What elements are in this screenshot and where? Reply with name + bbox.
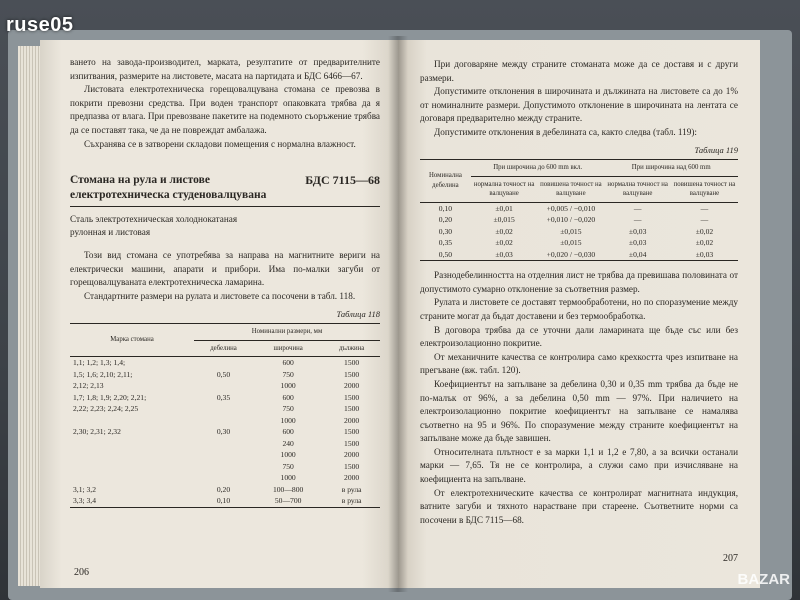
table-cell-c1: ±0,02	[495, 238, 513, 248]
table-cell-thickness: 0,30	[216, 427, 231, 437]
table-row	[70, 472, 380, 484]
table-cell-width: 600	[282, 392, 294, 402]
table-header-thickness: Номинална дебелина	[420, 160, 471, 203]
table-cell-mark: 1,1; 1,2; 1,3; 1,4;	[73, 358, 126, 368]
table-cell-mark: 2,12; 2,13	[73, 381, 104, 391]
book-gutter	[388, 36, 408, 592]
section-title-text: Стомана на рула и листове електротехническа студеновалцувана	[70, 174, 267, 202]
table-cell-c3: ±0,03	[628, 226, 647, 236]
right-body-paragraph: От електротехническите качества се контролират магнитната индукция, ватните загуби и тяхното нарастване при стареене. Съответните норми са посочени в БДС 7115—68.	[420, 487, 738, 525]
table-row	[70, 369, 380, 381]
table-row	[70, 426, 380, 438]
table-row	[420, 237, 738, 249]
table-cell-mark: 1,5; 1,6; 2,10; 2,11;	[73, 369, 133, 379]
table-cell-c1: ±0,01	[495, 203, 513, 213]
table-row	[70, 484, 380, 496]
right-page	[398, 40, 760, 588]
table-cell-length: 1500	[344, 369, 360, 379]
table-cell-c4: ±0,02	[695, 226, 714, 236]
table-cell-length: 1500	[344, 427, 360, 437]
table-cell-width: 240	[282, 438, 294, 448]
table-118	[70, 323, 380, 507]
right-body-paragraph: В договора трябва да се уточни дали ламарината ще бъде със или без електроизолационно покритие.	[420, 324, 738, 349]
table-cell-mark	[70, 449, 194, 461]
table-cell-width: 100—800	[272, 484, 304, 494]
table-cell-length: 1500	[344, 358, 360, 368]
table-cell-c1: ±0,015	[493, 215, 515, 225]
left-page-content	[70, 56, 380, 508]
table-header-width: широчина	[253, 340, 323, 357]
table-cell-thickness: 0,50	[438, 249, 453, 259]
section-subtitle-line: рулонная и листовая	[70, 227, 151, 238]
right-page-content	[420, 58, 738, 527]
table-row	[70, 461, 380, 473]
table-cell-c2: +0,005 / −0,010	[546, 203, 596, 213]
corner-logo: BAZAR	[737, 571, 790, 588]
table-cell-width: 600	[282, 358, 294, 368]
table-row	[70, 495, 380, 507]
table-cell-mark	[70, 472, 194, 484]
right-body-paragraph: Коефициентът на запълване за дебелина 0,30 и 0,35 mm трябва да бъде не по-малък от 96%, а за дебелина 0,50 mm — 97%. При наличието на електроизолационно покритие коефициентът на запълване се намалява съответно на 95 и 96%. По споразумение между страните коефициентът на запълване може да бъде завишен.	[420, 378, 738, 444]
page-number-right: 207	[723, 553, 738, 564]
table-cell-length: 1500	[344, 392, 360, 402]
table-cell-thickness	[194, 461, 253, 473]
right-body	[420, 269, 738, 527]
right-body-paragraph: От механичните качества се контролира само крехкостта чрез изпитване на прегъване (вж. табл. 120).	[420, 351, 738, 376]
table-cell-thickness: 0,20	[438, 215, 453, 225]
table-row	[70, 415, 380, 427]
page-edges	[18, 46, 42, 586]
table-caption: Таблица 118	[336, 308, 380, 319]
table-cell-width: 1000	[280, 473, 296, 483]
table-119	[420, 159, 738, 260]
table-cell-length: в рула	[341, 484, 362, 494]
table-cell-width: 750	[282, 404, 294, 414]
table-row	[70, 357, 380, 369]
right-body-paragraph: Разнодебелинността на отделния лист не трябва да превишава половината от допустимото сумарно отклонение за съответния размер.	[420, 270, 738, 294]
table-cell-thickness	[194, 415, 253, 427]
table-cell-c2: +0,020 / −0,030	[546, 249, 596, 259]
table-cell-c4: —	[700, 203, 709, 213]
table-cell-mark	[70, 461, 194, 473]
table-cell-thickness: 0,30	[438, 226, 453, 236]
table-cell-thickness	[194, 357, 253, 369]
table-header-thickness: дебелина	[194, 340, 253, 357]
table-cell-c3: —	[633, 215, 642, 225]
right-body-paragraph: Относителната плътност е за марки 1,1 и 1,2 е 7,80, а за всички останали марки — 7,65. Тя не се контролира, а служи само при изчисляване на коефициента на запълване.	[420, 446, 738, 485]
table-cell-thickness	[194, 449, 253, 461]
table-cell-length: 1500	[344, 461, 360, 471]
table-cell-length: 2000	[344, 381, 360, 391]
table-cell-width: 1000	[280, 450, 296, 460]
table-cell-length: 2000	[344, 450, 360, 460]
table-row	[420, 202, 738, 214]
table-cell-thickness: 0,20	[216, 484, 231, 494]
table-cell-width: 750	[282, 461, 294, 471]
table-bottom-rule	[70, 507, 380, 508]
table-row	[420, 214, 738, 226]
left-intro-paragraph: Листовата електротехническа горещовалцувана стомана се превозва в покрити превозни средства. При воден транспорт опаковката трябва да я предпазва от влага. При превозване пакетите на подемното съоръжение трябва да се поставят така, че да не повреждат амбалажа.	[70, 84, 380, 135]
left-body-paragraph: Този вид стомана се употребява за направа на магнитните вериги на електрически машини, апарати и прибори. Има по-малки загуби от горещовалцуваната електротехническа ламарина.	[70, 250, 380, 288]
left-intro-paragraph: ването на завода-производител, марката, резултатите от предварителните изпитвания, размерите на листовете, масата на партидата и БДС 6466—67.	[70, 57, 380, 81]
table-row	[420, 226, 738, 238]
table-header-mark: Марка стомана	[70, 324, 194, 357]
watermark: ruse05	[6, 14, 74, 36]
right-intro-paragraph: Допустимите отклонения в широчината и дължината на листовете са до 1% от номиналните размери. Допустимото отклонение в широчината на лентата се договаря предварително между страните.	[420, 86, 738, 124]
table-cell-c3: —	[633, 203, 642, 213]
table-cell-width: 750	[282, 369, 294, 379]
table-cell-c1: ±0,02	[495, 226, 513, 236]
table-cell-thickness: 0,35	[438, 238, 453, 248]
table-header-group: Номинални размери, мм	[194, 324, 380, 341]
table-row	[70, 380, 380, 392]
table-cell-thickness	[194, 472, 253, 484]
table-cell-c3: ±0,03	[628, 238, 647, 248]
table-cell-mark	[70, 415, 194, 427]
table-subheader: нормална точност на валцуване	[471, 176, 537, 202]
table-row	[70, 449, 380, 461]
table-row	[70, 438, 380, 450]
table-cell-mark: 1,7; 1,8; 1,9; 2,20; 2,21;	[73, 392, 147, 402]
table-subheader: нормална точност на валцуване	[604, 176, 670, 202]
table-cell-width: 1000	[280, 381, 296, 391]
table-cell-mark: 2,22; 2,23; 2,24; 2,25	[73, 404, 139, 414]
table-cell-thickness	[194, 380, 253, 392]
right-intro-paragraph: Допустимите отклонения в дебелината са, както следва (табл. 119):	[434, 126, 697, 137]
section-standard: БДС 7115—68	[305, 173, 380, 188]
table-header-group-2: При широчина над 600 mm	[604, 160, 738, 177]
table-cell-c2: ±0,015	[560, 226, 582, 236]
page-number-left: 206	[74, 567, 89, 578]
table-cell-width: 600	[282, 427, 294, 437]
table-subheader: повишена точност на валцуване	[537, 176, 604, 202]
table-cell-width: 50—700	[274, 496, 302, 506]
right-intro-paragraph: При договаряне между страните стоманата може да се доставя и с други размери.	[420, 59, 738, 83]
section-rule	[70, 206, 380, 207]
table-cell-thickness	[194, 403, 253, 415]
table-row	[70, 392, 380, 404]
left-intro-paragraph: Съхранява се в затворени складови помещения с нормална влажност.	[84, 138, 356, 149]
table-cell-width: 1000	[280, 415, 296, 425]
table-cell-length: 2000	[344, 473, 360, 483]
table-cell-c2: +0,010 / −0,020	[546, 215, 596, 225]
table-cell-c3: ±0,04	[628, 249, 647, 259]
table-cell-c4: —	[700, 215, 709, 225]
table-cell-length: 2000	[344, 415, 360, 425]
section-subtitle-line: Сталь электротехническая холоднокатаная	[70, 214, 238, 225]
table-cell-length: 1500	[344, 438, 360, 448]
table-caption: Таблица 119	[694, 144, 738, 155]
table-cell-thickness	[194, 438, 253, 450]
table-cell-thickness: 0,10	[438, 203, 453, 213]
table-cell-c2: ±0,015	[560, 238, 582, 248]
table-cell-c4: ±0,02	[695, 238, 714, 248]
table-row	[70, 403, 380, 415]
table-subheader: повишена точност на валцуване	[671, 176, 738, 202]
table-cell-thickness: 0,35	[216, 392, 231, 402]
table-cell-mark: 2,30; 2,31; 2,32	[73, 427, 121, 437]
table-cell-length: в рула	[341, 496, 362, 506]
table-cell-length: 1500	[344, 404, 360, 414]
table-header-length: дължина	[323, 340, 380, 357]
table-cell-mark	[70, 438, 194, 450]
table-cell-thickness: 0,10	[216, 496, 231, 506]
table-cell-c1: ±0,03	[495, 249, 513, 259]
table-cell-mark: 3,3; 3,4	[73, 496, 96, 506]
table-bottom-rule	[420, 260, 738, 261]
table-cell-c4: ±0,03	[695, 249, 714, 259]
table-row	[420, 249, 738, 261]
table-header-group-1: При широчина до 600 mm вкл.	[471, 160, 605, 177]
left-body-paragraph: Стандартните размери на рулата и листовете са посочени в табл. 118.	[84, 290, 356, 301]
table-cell-thickness: 0,50	[216, 369, 231, 379]
table-cell-mark: 3,1; 3,2	[73, 484, 96, 494]
section-title	[70, 173, 380, 203]
left-page	[40, 40, 398, 588]
right-body-paragraph: Рулата и листовете се доставят термообработени, но по споразумение между страните могат да бъдат доставени и без термообработка.	[420, 297, 738, 321]
